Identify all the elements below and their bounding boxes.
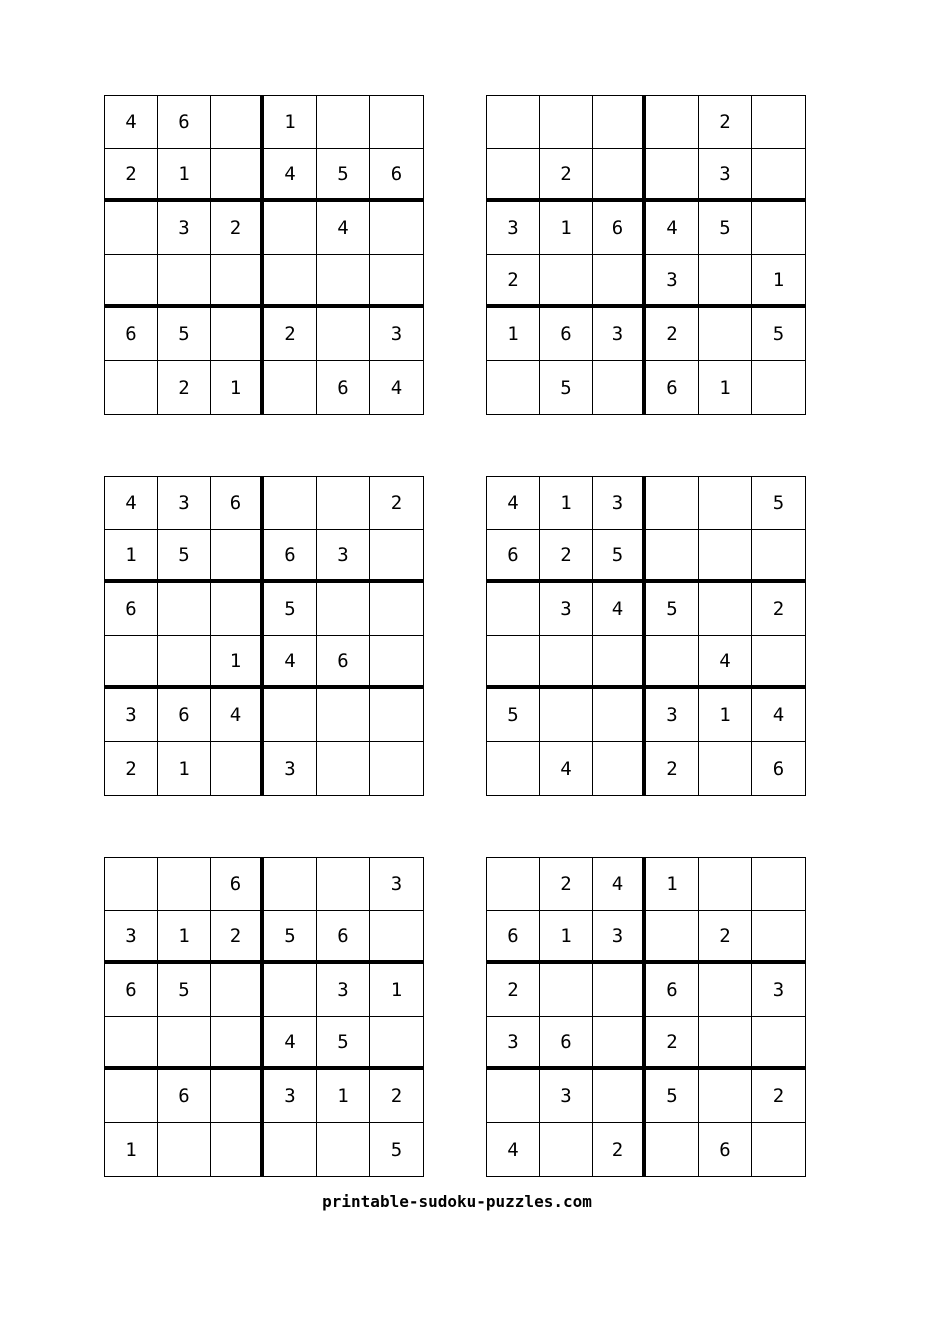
sudoku-cell[interactable]: 1: [699, 361, 752, 414]
sudoku-cell[interactable]: 6: [211, 858, 264, 911]
sudoku-cell[interactable]: [593, 742, 646, 795]
sudoku-cell[interactable]: 2: [646, 742, 699, 795]
sudoku-cell[interactable]: 1: [158, 911, 211, 964]
sudoku-cell[interactable]: [211, 583, 264, 636]
sudoku-cell[interactable]: 4: [487, 1123, 540, 1176]
sudoku-cell[interactable]: [540, 636, 593, 689]
sudoku-cell[interactable]: 2: [487, 964, 540, 1017]
sudoku-cell[interactable]: 6: [158, 96, 211, 149]
sudoku-cell[interactable]: 1: [699, 689, 752, 742]
sudoku-cell[interactable]: 2: [699, 911, 752, 964]
sudoku-cell[interactable]: [699, 1017, 752, 1070]
sudoku-cell[interactable]: 2: [105, 742, 158, 795]
sudoku-cell[interactable]: 3: [105, 689, 158, 742]
sudoku-cell[interactable]: [540, 689, 593, 742]
sudoku-cell[interactable]: 6: [593, 202, 646, 255]
sudoku-puzzle-5: [104, 857, 424, 1177]
sudoku-cell[interactable]: 2: [540, 149, 593, 202]
sudoku-cell[interactable]: 1: [540, 202, 593, 255]
sudoku-cell[interactable]: 2: [646, 308, 699, 361]
sudoku-cell[interactable]: 3: [699, 149, 752, 202]
sudoku-cell[interactable]: 5: [752, 477, 805, 530]
sudoku-cell[interactable]: 5: [317, 1017, 370, 1070]
sudoku-cell[interactable]: 2: [158, 361, 211, 414]
sudoku-cell[interactable]: [487, 96, 540, 149]
sudoku-cell[interactable]: [158, 583, 211, 636]
sudoku-cell[interactable]: [699, 530, 752, 583]
sudoku-cell[interactable]: 2: [540, 858, 593, 911]
sudoku-cell[interactable]: 3: [593, 911, 646, 964]
sudoku-cell[interactable]: [370, 911, 423, 964]
sudoku-cell[interactable]: 2: [211, 202, 264, 255]
sudoku-cell[interactable]: [211, 1017, 264, 1070]
sudoku-cell[interactable]: [105, 202, 158, 255]
sudoku-cell[interactable]: [752, 636, 805, 689]
sudoku-cell[interactable]: 3: [487, 1017, 540, 1070]
sudoku-cell[interactable]: 3: [264, 742, 317, 795]
sudoku-cell[interactable]: 6: [211, 477, 264, 530]
sudoku-cell[interactable]: [699, 742, 752, 795]
sudoku-cell[interactable]: 6: [264, 530, 317, 583]
sudoku-cell[interactable]: 5: [699, 202, 752, 255]
sudoku-cell[interactable]: 3: [105, 911, 158, 964]
sudoku-cell[interactable]: 6: [487, 530, 540, 583]
sudoku-cell[interactable]: [593, 964, 646, 1017]
sudoku-cell[interactable]: 2: [593, 1123, 646, 1176]
sudoku-cell[interactable]: 6: [772, 757, 785, 780]
sudoku-cell[interactable]: 3: [158, 477, 211, 530]
sudoku-cell[interactable]: 5: [646, 583, 699, 636]
sudoku-cell[interactable]: [317, 308, 370, 361]
sudoku-cell[interactable]: [487, 636, 540, 689]
sudoku-cell[interactable]: [264, 689, 317, 742]
sudoku-cell[interactable]: [699, 858, 752, 911]
sudoku-cell[interactable]: [752, 858, 805, 911]
sudoku-cell[interactable]: 6: [370, 149, 423, 202]
sudoku-cell[interactable]: [370, 742, 423, 795]
sudoku-cell[interactable]: [752, 149, 805, 202]
sudoku-cell[interactable]: [105, 1017, 158, 1070]
sudoku-cell[interactable]: [264, 361, 317, 414]
sudoku-cell[interactable]: [593, 361, 646, 414]
sudoku-cell[interactable]: 1: [540, 911, 593, 964]
sudoku-cell[interactable]: 4: [540, 742, 593, 795]
sudoku-cell[interactable]: 6: [317, 911, 370, 964]
sudoku-cell[interactable]: 6: [699, 1123, 752, 1176]
site-footer-text: printable-sudoku-puzzles.com: [322, 1192, 592, 1211]
sudoku-cell[interactable]: [211, 742, 264, 795]
sudoku-cell[interactable]: 5: [158, 530, 211, 583]
sudoku-puzzle-1: [104, 95, 424, 415]
sudoku-cell[interactable]: [211, 1123, 264, 1176]
sudoku-cell[interactable]: [370, 583, 423, 636]
sudoku-cell[interactable]: [158, 858, 211, 911]
sudoku-cell[interactable]: [105, 636, 158, 689]
sudoku-cell[interactable]: 6: [317, 361, 370, 414]
sudoku-cell[interactable]: 3: [370, 308, 423, 361]
sudoku-cell[interactable]: [752, 1123, 805, 1176]
sudoku-cell[interactable]: [593, 96, 646, 149]
sudoku-cell[interactable]: [593, 1070, 646, 1123]
sudoku-cell[interactable]: [370, 1017, 423, 1070]
sudoku-cell[interactable]: 3: [593, 308, 646, 361]
sudoku-puzzle-4: [486, 476, 806, 796]
sudoku-cell[interactable]: 3: [540, 583, 593, 636]
sudoku-cell[interactable]: 5: [264, 583, 317, 636]
sudoku-cell[interactable]: 3: [646, 255, 699, 308]
sudoku-cell[interactable]: 6: [105, 583, 158, 636]
sudoku-cell[interactable]: 2: [211, 911, 264, 964]
sudoku-cell[interactable]: [699, 1070, 752, 1123]
sudoku-cell[interactable]: [370, 96, 423, 149]
sudoku-cell[interactable]: 4: [264, 1017, 317, 1070]
sudoku-cell[interactable]: [646, 149, 699, 202]
sudoku-cell[interactable]: [211, 255, 264, 308]
sudoku-cell[interactable]: 6: [158, 1070, 211, 1123]
sudoku-cell[interactable]: 2: [487, 255, 540, 308]
sudoku-cell[interactable]: [487, 1070, 540, 1123]
sudoku-cell[interactable]: [158, 1123, 211, 1176]
sudoku-cell[interactable]: 2: [370, 477, 423, 530]
sudoku-cell[interactable]: [264, 1123, 317, 1176]
sudoku-cell[interactable]: [699, 255, 752, 308]
sudoku-cell[interactable]: 6: [646, 361, 699, 414]
sudoku-cell[interactable]: [158, 636, 211, 689]
sudoku-cell[interactable]: 5: [752, 308, 805, 361]
sudoku-cell[interactable]: 1: [752, 255, 805, 308]
sudoku-cell[interactable]: 3: [487, 202, 540, 255]
sudoku-cell[interactable]: 3: [646, 689, 699, 742]
sudoku-cell[interactable]: [487, 742, 540, 795]
sudoku-cell[interactable]: 2: [264, 308, 317, 361]
sudoku-cell[interactable]: 4: [593, 858, 646, 911]
sudoku-cell[interactable]: 3: [752, 964, 805, 1017]
sudoku-cell[interactable]: [317, 742, 370, 795]
sudoku-cell[interactable]: 2: [752, 1070, 805, 1123]
sudoku-cell[interactable]: [646, 911, 699, 964]
sudoku-puzzle-3: [104, 476, 424, 796]
sudoku-cell[interactable]: 4: [699, 636, 752, 689]
sudoku-cell[interactable]: 1: [370, 964, 423, 1017]
sudoku-cell[interactable]: [752, 1017, 805, 1070]
sudoku-cell[interactable]: 1: [158, 149, 211, 202]
sudoku-cell[interactable]: 3: [317, 964, 370, 1017]
sudoku-cell[interactable]: [699, 308, 752, 361]
sudoku-cell[interactable]: [487, 858, 540, 911]
sudoku-cell[interactable]: [752, 361, 805, 414]
sudoku-cell[interactable]: [752, 202, 805, 255]
sudoku-cell[interactable]: [646, 96, 699, 149]
sudoku-cell[interactable]: [699, 964, 752, 1017]
sudoku-cell[interactable]: [646, 1123, 699, 1176]
sudoku-cell[interactable]: [211, 96, 264, 149]
sudoku-cell[interactable]: [487, 361, 540, 414]
sudoku-cell[interactable]: 4: [487, 477, 540, 530]
sudoku-cell[interactable]: [370, 636, 423, 689]
sudoku-cell[interactable]: [593, 1017, 646, 1070]
sudoku-cell[interactable]: 2: [540, 530, 593, 583]
sudoku-cell[interactable]: [646, 530, 699, 583]
sudoku-cell[interactable]: 5: [646, 1070, 699, 1123]
sudoku-cell[interactable]: 6: [646, 964, 699, 1017]
sudoku-cell[interactable]: 3: [264, 1070, 317, 1123]
sudoku-cell[interactable]: 6: [105, 964, 158, 1017]
sudoku-cell[interactable]: 4: [593, 583, 646, 636]
sudoku-cell[interactable]: [540, 964, 593, 1017]
sudoku-cell[interactable]: [105, 1070, 158, 1123]
sudoku-cell[interactable]: [211, 1070, 264, 1123]
sudoku-cell[interactable]: 5: [317, 149, 370, 202]
sudoku-cell[interactable]: 6: [158, 689, 211, 742]
sudoku-cell[interactable]: 1: [211, 361, 264, 414]
sudoku-cell[interactable]: [211, 308, 264, 361]
sudoku-cell[interactable]: 2: [699, 96, 752, 149]
sudoku-cell[interactable]: 2: [105, 149, 158, 202]
sudoku-cell[interactable]: 6: [540, 1017, 593, 1070]
sudoku-cell[interactable]: 3: [158, 202, 211, 255]
sudoku-cell[interactable]: [699, 583, 752, 636]
sudoku-cell[interactable]: 5: [593, 530, 646, 583]
sudoku-cell[interactable]: 2: [752, 583, 805, 636]
sudoku-cell[interactable]: 5: [158, 308, 211, 361]
sudoku-cell[interactable]: 1: [540, 477, 593, 530]
sudoku-cell[interactable]: 4: [105, 477, 158, 530]
sudoku-cell[interactable]: 1: [264, 96, 317, 149]
sudoku-cell[interactable]: 3: [540, 1070, 593, 1123]
sudoku-cell[interactable]: [105, 858, 158, 911]
sudoku-cell[interactable]: [752, 911, 805, 964]
sudoku-cell[interactable]: 1: [317, 1070, 370, 1123]
sudoku-cell[interactable]: 1: [646, 858, 699, 911]
sudoku-cell[interactable]: [105, 361, 158, 414]
sudoku-cell[interactable]: [317, 583, 370, 636]
sudoku-cell[interactable]: [752, 96, 805, 149]
sudoku-cell[interactable]: 1: [105, 530, 158, 583]
sudoku-cell[interactable]: [317, 689, 370, 742]
sudoku-cell[interactable]: [540, 1123, 593, 1176]
sudoku-cell[interactable]: 2: [370, 1070, 423, 1123]
sudoku-cell[interactable]: 2: [646, 1017, 699, 1070]
sudoku-puzzle-2: [486, 95, 806, 415]
sudoku-cell[interactable]: 1: [105, 1123, 158, 1176]
sudoku-cell[interactable]: [540, 255, 593, 308]
sudoku-cell[interactable]: 3: [593, 477, 646, 530]
sudoku-cell[interactable]: [211, 964, 264, 1017]
sudoku-cell[interactable]: [752, 530, 805, 583]
sudoku-cell[interactable]: [317, 858, 370, 911]
sudoku-cell[interactable]: [158, 255, 211, 308]
sudoku-cell[interactable]: 4: [317, 202, 370, 255]
sudoku-cell[interactable]: 4: [752, 689, 805, 742]
sudoku-cell[interactable]: 1: [487, 308, 540, 361]
sudoku-cell[interactable]: 3: [317, 530, 370, 583]
sudoku-cell[interactable]: 4: [390, 376, 403, 399]
sudoku-cell[interactable]: [646, 477, 699, 530]
sudoku-cell[interactable]: [487, 583, 540, 636]
sudoku-cell[interactable]: 5: [264, 911, 317, 964]
sudoku-cell[interactable]: [264, 964, 317, 1017]
sudoku-cell[interactable]: 4: [646, 202, 699, 255]
sudoku-cell[interactable]: [211, 149, 264, 202]
sudoku-cell[interactable]: 6: [317, 636, 370, 689]
sudoku-cell[interactable]: 1: [211, 636, 264, 689]
sudoku-cell[interactable]: [211, 530, 264, 583]
sudoku-cell[interactable]: [699, 477, 752, 530]
sudoku-cell[interactable]: 4: [264, 149, 317, 202]
sudoku-cell[interactable]: [158, 1017, 211, 1070]
sudoku-cell[interactable]: 6: [540, 308, 593, 361]
sudoku-cell[interactable]: 1: [158, 742, 211, 795]
sudoku-cell[interactable]: [593, 149, 646, 202]
sudoku-cell[interactable]: [264, 858, 317, 911]
sudoku-cell[interactable]: [317, 477, 370, 530]
sudoku-cell[interactable]: [264, 255, 317, 308]
sudoku-cell[interactable]: [646, 636, 699, 689]
sudoku-cell[interactable]: [264, 202, 317, 255]
sudoku-cell[interactable]: [593, 636, 646, 689]
sudoku-cell[interactable]: 6: [105, 308, 158, 361]
sudoku-cell[interactable]: 4: [105, 96, 158, 149]
sudoku-cell[interactable]: [317, 255, 370, 308]
sudoku-cell[interactable]: [487, 149, 540, 202]
sudoku-cell[interactable]: [540, 96, 593, 149]
sudoku-cell[interactable]: [317, 96, 370, 149]
sudoku-cell[interactable]: 3: [370, 858, 423, 911]
sudoku-cell[interactable]: [105, 255, 158, 308]
sudoku-cell[interactable]: [370, 202, 423, 255]
sudoku-cell[interactable]: [370, 255, 423, 308]
sudoku-puzzle-6: [486, 857, 806, 1177]
sudoku-cell[interactable]: [370, 530, 423, 583]
sudoku-cell[interactable]: 5: [158, 964, 211, 1017]
sudoku-cell[interactable]: 5: [540, 361, 593, 414]
sudoku-cell[interactable]: 4: [264, 636, 317, 689]
sudoku-cell[interactable]: 4: [211, 689, 264, 742]
sudoku-cell[interactable]: [593, 255, 646, 308]
sudoku-cell[interactable]: 5: [487, 689, 540, 742]
sudoku-cell[interactable]: [593, 689, 646, 742]
sudoku-cell[interactable]: [264, 477, 317, 530]
sudoku-cell[interactable]: [370, 689, 423, 742]
sudoku-cell[interactable]: 5: [390, 1138, 403, 1161]
sudoku-cell[interactable]: [317, 1123, 370, 1176]
sudoku-cell[interactable]: 6: [487, 911, 540, 964]
